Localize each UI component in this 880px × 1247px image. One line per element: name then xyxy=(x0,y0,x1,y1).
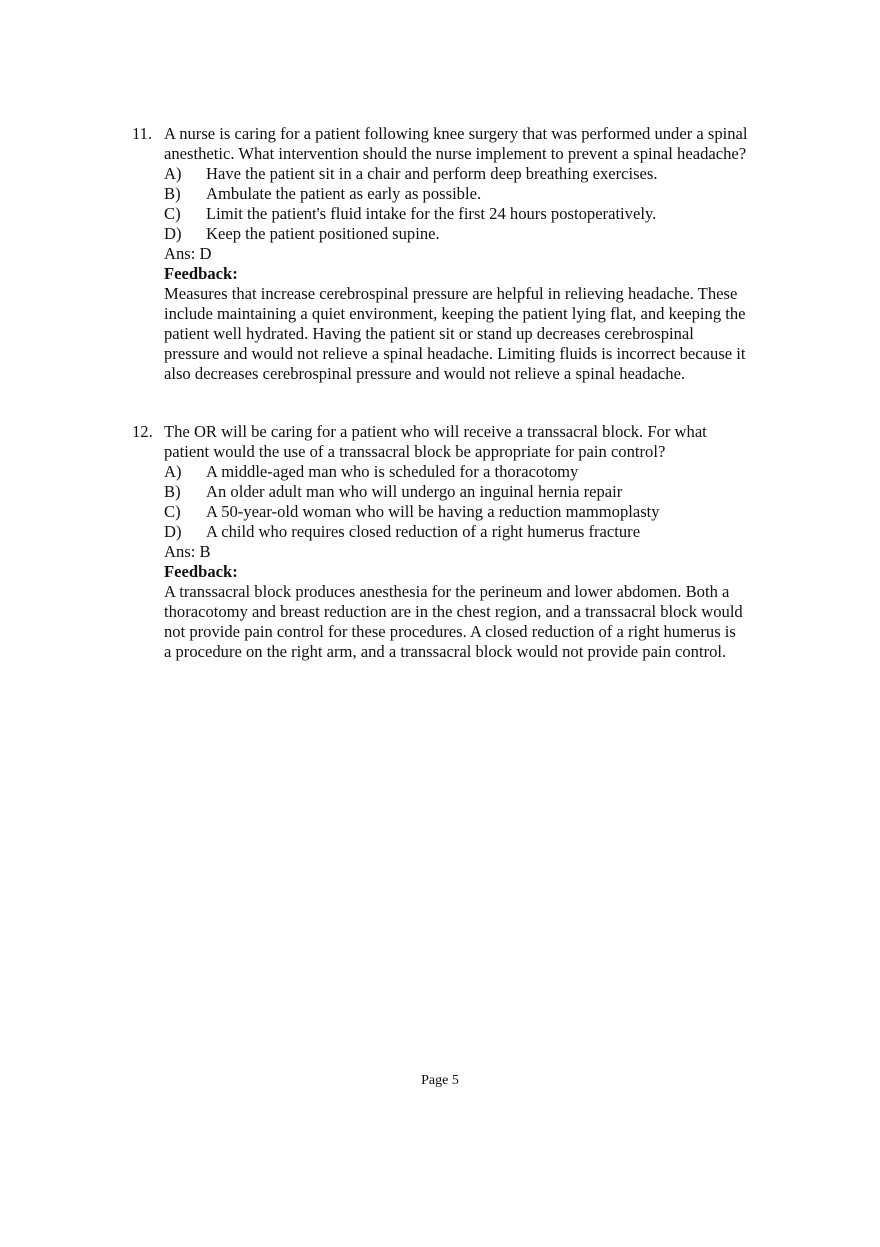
option-letter: C) xyxy=(164,502,181,521)
question-number: 11. xyxy=(132,124,153,143)
feedback-text xyxy=(164,582,782,662)
feedback-line: patient well hydrated. Having the patient sit or stand up decreases cerebrospinal xyxy=(164,324,694,343)
option-b xyxy=(164,482,782,502)
feedback-line: include maintaining a quiet environment, keeping the patient lying flat, and keeping the xyxy=(164,304,746,323)
feedback-heading: Feedback: xyxy=(164,562,238,581)
option-text: Keep the patient positioned supine. xyxy=(206,224,440,243)
answer-key: Ans: D xyxy=(164,244,212,263)
feedback-line: not provide pain control for these procedures. A closed reduction of a right humerus is xyxy=(164,622,736,641)
option-text: A middle-aged man who is scheduled for a thoracotomy xyxy=(206,462,579,481)
options-list xyxy=(132,164,782,384)
answer-key: Ans: B xyxy=(164,542,211,561)
option-d xyxy=(164,522,782,542)
question-stem xyxy=(132,422,782,462)
option-text: Ambulate the patient as early as possible. xyxy=(206,184,482,203)
option-b xyxy=(164,184,782,204)
question-11 xyxy=(132,124,782,384)
stem-line: patient would the use of a transsacral block be appropriate for pain control? xyxy=(164,442,666,461)
option-c xyxy=(164,502,782,522)
feedback-heading: Feedback: xyxy=(164,264,238,283)
options-list xyxy=(132,462,782,662)
feedback-line: a procedure on the right arm, and a transsacral block would not provide pain control. xyxy=(164,642,727,661)
stem-line: A nurse is caring for a patient following knee surgery that was performed under a spinal xyxy=(164,124,748,143)
option-c xyxy=(164,204,782,224)
page-number: Page 5 xyxy=(421,1073,459,1088)
stem-line: The OR will be caring for a patient who will receive a transsacral block. For what xyxy=(164,422,707,441)
option-letter: D) xyxy=(164,522,182,541)
option-text: An older adult man who will undergo an inguinal hernia repair xyxy=(206,482,623,501)
option-letter: D) xyxy=(164,224,182,243)
option-text: A child who requires closed reduction of a right humerus fracture xyxy=(206,522,641,541)
option-letter: A) xyxy=(164,462,182,481)
option-text: A 50-year-old woman who will be having a reduction mammoplasty xyxy=(206,502,660,521)
option-text: Limit the patient's fluid intake for the first 24 hours postoperatively. xyxy=(206,204,657,223)
option-a xyxy=(164,462,782,482)
feedback-line: A transsacral block produces anesthesia for the perineum and lower abdomen. Both a xyxy=(164,582,730,601)
question-12 xyxy=(132,422,782,662)
option-d xyxy=(164,224,782,244)
option-letter: C) xyxy=(164,204,181,223)
feedback-line: Measures that increase cerebrospinal pressure are helpful in relieving headache. These xyxy=(164,284,738,303)
question-number: 12. xyxy=(132,422,153,441)
stem-line: anesthetic. What intervention should the nurse implement to prevent a spinal headache? xyxy=(164,144,747,163)
question-stem xyxy=(132,124,782,164)
feedback-text xyxy=(164,284,782,384)
feedback-line: thoracotomy and breast reduction are in the chest region, and a transsacral block would xyxy=(164,602,743,621)
option-a xyxy=(164,164,782,184)
option-letter: B) xyxy=(164,482,181,501)
feedback-line: pressure and would not relieve a spinal headache. Limiting fluids is incorrect because it xyxy=(164,344,746,363)
option-letter: A) xyxy=(164,164,182,183)
option-letter: B) xyxy=(164,184,181,203)
option-text: Have the patient sit in a chair and perform deep breathing exercises. xyxy=(206,164,658,183)
feedback-line: also decreases cerebrospinal pressure and would not relieve a spinal headache. xyxy=(164,364,686,383)
